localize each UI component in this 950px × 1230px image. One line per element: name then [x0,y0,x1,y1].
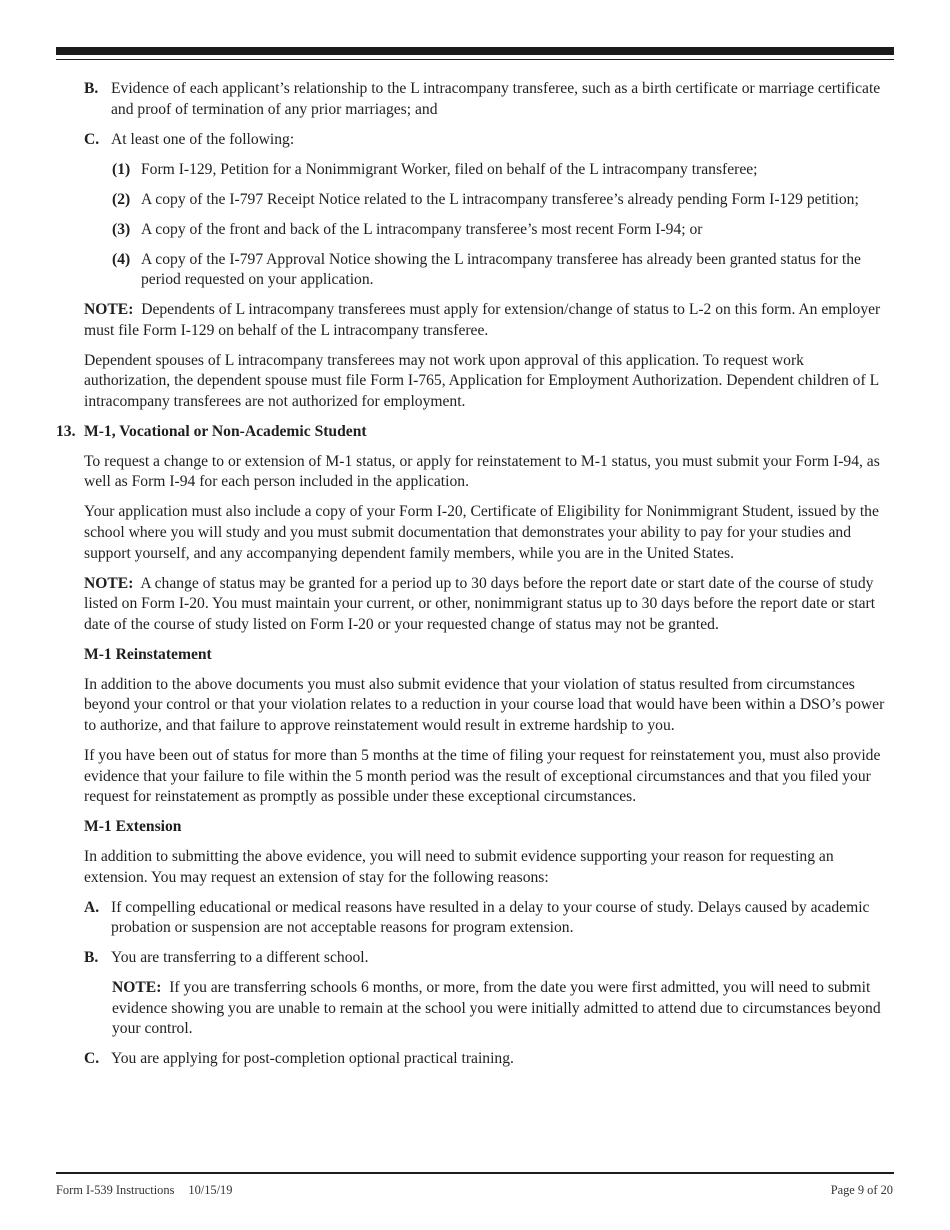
item-label: C. [84,1050,100,1068]
extension-item-A [84,898,892,939]
footer-page-number: Page 9 of 20 [830,1183,893,1197]
list-item-C [84,130,892,151]
sub-item-4 [112,250,892,291]
header-rule [56,47,894,55]
sub-item-3 [112,220,892,241]
note-label: NOTE: [84,301,134,319]
item-text: You are transferring to a different school. [111,949,369,967]
item-label: (4) [112,250,131,268]
header-rule-thin [56,59,894,60]
paragraph-m1-form-i20: Your application must also include a copy of your Form I-20, Certificate of Eligibility for Nonimmigrant Student, issued by the school where you will study and you must submit documentation that demonstrates your ability to pay for your studies and support yourself, and any accompanying dependent family members, while you are in the United States. [84,503,879,562]
item-label: C. [84,130,100,148]
extension-item-B [84,948,892,969]
paragraph-m1-request: To request a change to or extension of M-1 status, or apply for reinstatement to M-1 status, you must submit your Form I-94, as well as Form I-94 for each person included in the application. [84,452,880,491]
item-label: B. [84,80,99,97]
footer-rule [56,1172,894,1174]
m1-reinstatement-heading: M-1 Reinstatement [84,645,212,663]
section-title: M-1, Vocational or Non-Academic Student [84,422,367,440]
footer-edition: 10/15/19 [188,1183,233,1197]
footer-form-name: Form I-539 Instructions [56,1183,175,1197]
section-13-heading [56,422,892,443]
paragraph-extension-1: In addition to submitting the above evidence, you will need to submit evidence supporting your reason for requesting an extension. You may request an extension of stay for the following reasons: [84,848,834,886]
item-text: If compelling educational or medical reasons have resulted in a delay to your course of study. Delays caused by academic probation or suspension are not acceptable reasons for program extension. [111,898,870,937]
m1-extension-heading: M-1 Extension [84,818,182,836]
list-item-B [84,79,892,120]
extension-item-C [84,1049,892,1070]
item-text: A copy of the I-797 Approval Notice showing the L intracompany transferee has already been granted status for the period requested on your application. [141,250,861,289]
note-text: A change of status may be granted for a period up to 30 days before the report date or start date of the course of study listed on Form I-20. You must maintain your current, or other, nonimmigrant status up to 30 days before the report date or start date of the course of study listed on Form I-20 or your requested change of status may not be granted. [84,574,876,633]
sub-item-1 [112,160,892,181]
paragraph-reinstatement-2: If you have been out of status for more than 5 months at the time of filing your request for reinstatement you, must also provide evidence that your failure to file within the 5 month period was the result of exceptional circumstances and that you filed your request for reinstatement as promptly as possible under these exceptional circumstances. [84,746,881,806]
item-label: (1) [112,160,131,178]
item-text: A copy of the I-797 Receipt Notice related to the L intracompany transferee’s already pending Form I-129 petition; [141,190,859,208]
item-text: Form I-129, Petition for a Nonimmigrant Worker, filed on behalf of the L intracompany transferee; [141,160,758,178]
note-transferring-schools [112,978,892,1040]
note-l2-dependents [84,300,892,341]
item-label: (2) [112,190,131,208]
item-text: You are applying for post-completion optional practical training. [111,1050,514,1068]
sub-item-2 [112,190,892,211]
note-label: NOTE: [112,979,162,997]
note-text: Dependents of L intracompany transferees must apply for extension/change of status to L-2 on this form. An employer must file Form I-129 on behalf of the L intracompany transferee. [84,301,881,339]
footer-form-info [56,1183,232,1198]
section-number: 13. [56,422,76,440]
note-m1-change-of-status [84,574,892,636]
note-text: If you are transferring schools 6 months, or more, from the date you were first admitted, you will need to submit evidence showing you are unable to remain at the school you were initially admitted to attend due to circumstances beyond your control. [112,979,881,1038]
item-text: Evidence of each applicant’s relationship to the L intracompany transferee, such as a birth certificate or marriage certificate and proof of termination of any prior marriages; and [111,80,881,118]
item-label: A. [84,898,100,916]
paragraph-dependent-spouses: Dependent spouses of L intracompany transferees may not work upon approval of this application. To request work authorization, the dependent spouse must file Form I-765, Application for Employment Authorization. Dependent children of L intracompany transferees are not authorized for employment. [84,351,879,410]
item-text: A copy of the front and back of the L intracompany transferee’s most recent Form I-94; or [141,220,703,238]
item-label: B. [84,949,99,967]
paragraph-reinstatement-1: In addition to the above documents you must also submit evidence that your violation of status resulted from circumstances beyond your control or that your violation relates to a reduction in your course load that would have been within a DSO’s power to authorize, and that failure to approve reinstatement would result in extreme hardship to you. [84,675,885,734]
note-label: NOTE: [84,574,134,592]
item-text: At least one of the following: [111,130,295,148]
item-label: (3) [112,220,131,238]
page-content [56,79,892,1079]
